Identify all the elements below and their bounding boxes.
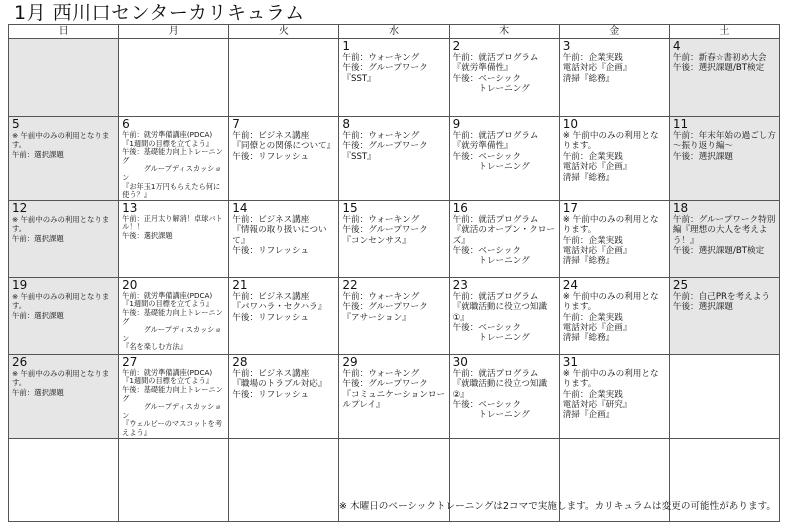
day-schedule-text: 午前：ウォーキング 午後：グループワーク 『コミュニケーションロールプレイ』 (342, 368, 446, 410)
day-number: 22 (342, 277, 358, 292)
weekday-sat: 土 (669, 25, 779, 39)
day-number: 29 (342, 354, 358, 369)
day-cell-sun (9, 200, 119, 277)
day-number: 27 (122, 354, 138, 369)
calendar-table (8, 24, 780, 522)
day-number: 1 (342, 39, 351, 53)
day-number: 24 (562, 277, 578, 292)
day-number: 26 (12, 354, 28, 369)
day-cell-wed (339, 200, 449, 277)
day-cell-thu (449, 39, 559, 117)
day-schedule-text: 午前：就労準備講座(PDCA) 『1週間の目標を立てよう』 午後：基礎能力向上トレーニング グループディスカッション 『ウェルビーのマスコットを考えよう』 (122, 367, 223, 437)
day-number: 10 (562, 117, 578, 131)
day-cell-sun (9, 438, 119, 521)
day-cell-sat (669, 117, 779, 201)
day-schedule-text: ※ 午前中のみの利用となります。 午前：選択課題 (12, 131, 110, 159)
day-number: 30 (452, 354, 468, 369)
weekday-fri: 金 (559, 25, 669, 39)
day-cell-sun (9, 354, 119, 438)
day-cell-sat (669, 39, 779, 117)
day-cell-tue (229, 200, 339, 277)
day-cell-wed (339, 354, 449, 438)
day-schedule-text: 午前：ビジネス講座 『情報の取り扱いについて』 午後：リフレッシュ (232, 214, 327, 256)
week-row (9, 39, 780, 117)
day-schedule-text: ※ 午前中のみの利用となります。 午前：企業実践 電話対応『企画』 清掃『総務』 (562, 214, 659, 267)
day-cell-thu (449, 200, 559, 277)
weekday-tue: 火 (229, 25, 339, 39)
day-schedule-text: 午前：ウォーキング 午後：グループワーク 『SST』 (342, 53, 428, 84)
day-cell-wed (339, 39, 449, 117)
day-cell-mon (119, 39, 229, 117)
day-cell-thu (449, 354, 559, 438)
day-schedule-text: 午前：ウォーキング 午後：グループワーク 『コンセンサス』 (342, 214, 428, 246)
day-number: 5 (12, 117, 20, 131)
week-row (9, 277, 780, 354)
day-schedule-text: 午前：ウォーキング 午後：グループワーク 『アサーション』 (342, 291, 428, 323)
day-schedule-text: ※ 午前中のみの利用となります。 午前：選択課題 (12, 214, 110, 243)
day-cell-tue (229, 117, 339, 201)
day-schedule-text: 午前：年末年始の過ごし方～振り返り編～ 午後：選択課題 (672, 131, 776, 162)
day-cell-fri (559, 354, 669, 438)
day-number: 13 (122, 200, 138, 215)
day-cell-tue (229, 277, 339, 354)
day-schedule-text: 午前：グループワーク特別編『理想の大人を考えよう！』 午後：選択課題/BT検定 (672, 214, 776, 256)
day-number: 16 (452, 200, 468, 215)
day-schedule-text: ※ 午前中のみの利用となります。 午前：選択課題 (12, 368, 110, 397)
day-cell-mon (119, 438, 229, 521)
day-cell-fri (559, 117, 669, 201)
day-schedule-text: 午前：正月太り解消！卓球バトル！！ 午後：選択課題 (122, 213, 223, 240)
day-number: 15 (342, 200, 358, 215)
day-cell-sat (669, 354, 779, 438)
day-cell-thu (449, 277, 559, 354)
day-number: 20 (122, 277, 138, 292)
day-schedule-text: 午前：ビジネス講座 『パワハラ・セクハラ』 午後：リフレッシュ (232, 291, 327, 323)
day-cell-sun (9, 39, 119, 117)
day-cell-mon (119, 117, 229, 201)
day-number: 4 (672, 39, 681, 53)
day-cell-sat (669, 200, 779, 277)
weekday-mon: 月 (119, 25, 229, 39)
footnote: ※ 木曜日のベーシックトレーニングは2コマで実施します。カリキュラムは変更の可能性があります。 (338, 501, 776, 512)
day-schedule-text: 午前：就活プログラム 『就労準備性』 午後：ベーシック トレーニング (452, 53, 539, 95)
day-schedule-text: 午前：新春☆書初め大会 午後：選択課題/BT検定 (672, 53, 767, 74)
day-number: 14 (232, 200, 248, 215)
day-schedule-text: 午前：企業実践 電話対応『企画』 清掃『総務』 (562, 53, 632, 84)
day-number: 17 (562, 200, 578, 215)
day-number: 21 (232, 277, 248, 292)
day-schedule-text: 午前：就活プログラム 『就活のオープン・クローズ』 午後：ベーシック トレーニング (452, 214, 555, 267)
day-number: 28 (232, 354, 248, 369)
weekday-sun: 日 (9, 25, 119, 39)
day-schedule-text: ※ 午前中のみの利用となります。 午前：企業実践 電話対応『企画』 清掃『総務』 (562, 291, 659, 344)
day-schedule-text: 午前：就労準備講座(PDCA) 『1週間の目標を立てよう』 午後：基礎能力向上トレーニング グループディスカッション 『名を楽しむ方法』 (122, 290, 223, 352)
day-cell-mon (119, 354, 229, 438)
day-number: 3 (562, 39, 571, 53)
weekday-wed: 水 (339, 25, 449, 39)
day-schedule-text: 午前：ビジネス講座 『同僚との関係について』 午後：リフレッシュ (232, 131, 336, 162)
day-schedule-text: ※ 午前中のみの利用となります。 午前：企業実践 電話対応『研究』 清掃『企画』 (562, 368, 659, 421)
day-cell-wed (339, 277, 449, 354)
day-schedule-text: 午前：就活プログラム 『就労準備性』 午後：ベーシック トレーニング (452, 131, 539, 173)
page-title: 1月 西川口センターカリキュラム (14, 2, 305, 24)
day-cell-mon (119, 277, 229, 354)
day-number: 6 (122, 117, 130, 131)
day-cell-mon (119, 200, 229, 277)
day-cell-sun (9, 117, 119, 201)
day-schedule-text: ※ 午前中のみの利用となります。 午前：選択課題 (12, 291, 110, 320)
day-number: 25 (672, 277, 689, 292)
day-number: 9 (452, 117, 461, 131)
day-cell-tue (229, 39, 339, 117)
weekday-thu: 木 (449, 25, 559, 39)
day-number: 18 (672, 200, 689, 215)
weekday-header-row (9, 25, 780, 39)
day-cell-fri (559, 200, 669, 277)
week-row (9, 354, 780, 438)
day-number: 12 (12, 200, 28, 215)
day-cell-sun (9, 277, 119, 354)
day-schedule-text: 午前：自己PRを考えよう 午後：選択課題 (672, 291, 770, 313)
day-number: 23 (452, 277, 468, 292)
day-cell-thu (449, 117, 559, 201)
day-schedule-text: 午前：ビジネス講座 『職場のトラブル対応』 午後：リフレッシュ (232, 368, 327, 400)
week-row (9, 200, 780, 277)
day-cell-fri (559, 277, 669, 354)
day-number: 11 (672, 117, 689, 131)
day-schedule-text: 午前：ウォーキング 午後：グループワーク 『SST』 (342, 131, 428, 162)
week-row (9, 117, 780, 201)
day-cell-sat (669, 277, 779, 354)
day-schedule-text: 午前：就活プログラム 『就職活動に役立つ知識①』 午後：ベーシック トレーニング (452, 291, 548, 344)
day-schedule-text: 午前：就労準備講座(PDCA) 『1週間の目標を立てよう』 午後：基礎能力向上トレーニング グループディスカッション 『お年玉1万円もらえたら何に使う？』 (122, 130, 223, 200)
day-cell-tue (229, 438, 339, 521)
day-schedule-text: ※ 午前中のみの利用となります。 午前：企業実践 電話対応『企画』 清掃『総務』 (562, 131, 659, 183)
day-number: 2 (452, 39, 461, 53)
day-number: 19 (12, 277, 28, 292)
day-cell-wed (339, 117, 449, 201)
day-number: 8 (342, 117, 351, 131)
day-cell-fri (559, 39, 669, 117)
day-number: 31 (562, 354, 578, 369)
day-cell-tue (229, 354, 339, 438)
day-number: 7 (232, 117, 240, 131)
day-schedule-text: 午前：就活プログラム 『就職活動に役立つ知識②』 午後：ベーシック トレーニング (452, 368, 548, 421)
